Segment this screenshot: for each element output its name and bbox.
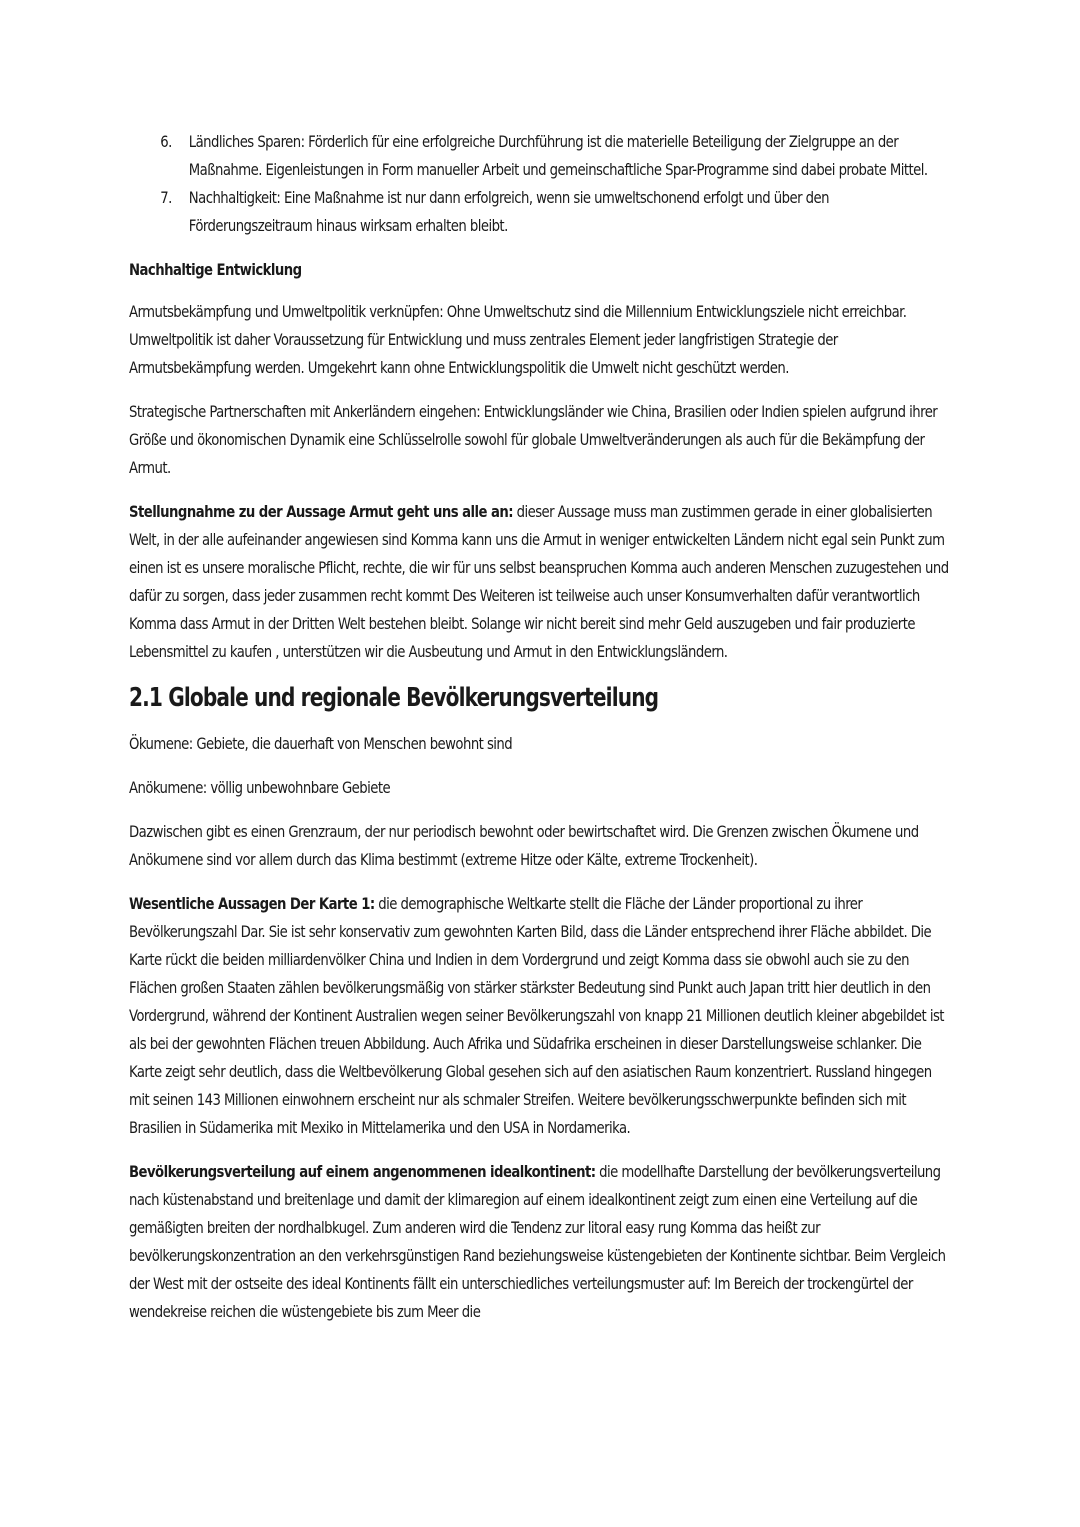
section-heading: Nachhaltige Entwicklung xyxy=(129,260,302,279)
document-page xyxy=(129,128,953,1326)
paragraph: Dazwischen gibt es einen Grenzraum, der nur periodisch bewohnt oder bewirtschaftet wird. Die Grenzen zwischen Ökumene und Anökumene sind vor allem durch das Klima bestimmt (extreme Hitze oder Kälte, extreme Trockenheit). xyxy=(129,822,919,869)
list-item-text: Ländliches Sparen: Förderlich für eine erfolgreiche Durchführung ist die materielle Beteiligung der Zielgruppe an der Maßnahme. Eigenleistungen in Form manueller Arbeit und gemeinschaftliche Spar-Programme sind dabei probate Mittel. xyxy=(188,132,928,179)
statement-paragraph xyxy=(129,498,952,666)
list-item xyxy=(129,128,952,184)
ideal-continent-paragraph xyxy=(129,1158,952,1326)
list-item-text: Nachhaltigkeit: Eine Maßnahme ist nur dann erfolgreich, wenn sie umweltschonend erfolgt und über den Förderungszeitraum hinaus wirksam erhalten bleibt. xyxy=(188,188,829,235)
map-paragraph xyxy=(129,890,952,1142)
paragraph: Strategische Partnerschaften mit Ankerländern eingehen: Entwicklungsländer wie China, Brasilien oder Indien spielen aufgrund ihrer Größe und ökonomischen Dynamik eine Schlüsselrolle sowohl für globale Umweltveränderungen als auch für die Bekämpfung der Armut. xyxy=(129,402,938,477)
list-number: 6. xyxy=(160,132,172,151)
chapter-heading: 2.1 Globale und regionale Bevölkerungsverteilung xyxy=(129,683,659,713)
map-lead: Wesentliche Aussagen Der Karte 1: xyxy=(129,894,375,913)
list-item xyxy=(129,184,952,240)
statement-text: dieser Aussage muss man zustimmen gerade in einer globalisierten Welt, in der alle aufeinander angewiesen sind Komma kann uns die Armut in weniger entwickelten Ländern nicht egal sein Punkt zum einen ist es unsere moralische Pflicht, rechte, die wir für uns selbst beanspruchen Komma auch anderen Menschen zuzugestehen und dafür zu sorgen, dass jeder zusammen recht kommt Des Weiteren ist teilweise auch unser Konsumverhalten dafür verantwortlich Komma dass Armut in der Dritten Welt bestehen bleibt. Solange wir nicht bereit sind mehr Geld auszugeben und fair produzierte Lebensmittel zu kaufen , unterstützen wir die Ausbeutung und Armut in den Entwicklungsländern. xyxy=(129,502,949,661)
list-number: 7. xyxy=(160,188,172,207)
ideal-text: die modellhafte Darstellung der bevölkerungsverteilung nach küstenabstand und breitenlage und damit der klimaregion auf einem idealkontinent zeigt zum einen eine Verteilung auf die gemäßigten breiten der nordhalbkugel. Zum anderen wird die Tendenz zur litoral easy rung Komma das heißt zur bevölkerungskonzentration an den verkehrsgünstigen Rand beziehungsweise küstengebieten der Kontinente sichtbar. Beim Vergleich der West mit der ostseite des ideal Kontinents fällt ein unterschiedliches verteilungsmuster auf: Im Bereich der trockengürtel der wendekreise reichen die wüstengebiete bis zum Meer die xyxy=(129,1162,946,1321)
definition-anoekumene: Anökumene: völlig unbewohnbare Gebiete xyxy=(129,778,391,797)
definition-oekumene: Ökumene: Gebiete, die dauerhaft von Menschen bewohnt sind xyxy=(129,734,513,753)
statement-lead: Stellungnahme zu der Aussage Armut geht uns alle an: xyxy=(129,502,513,521)
ideal-lead: Bevölkerungsverteilung auf einem angenommenen idealkontinent: xyxy=(129,1162,596,1181)
paragraph: Armutsbekämpfung und Umweltpolitik verknüpfen: Ohne Umweltschutz sind die Millennium Entwicklungsziele nicht erreichbar. Umweltpolitik ist daher Voraussetzung für Entwicklung und muss zentrales Element jeder langfristigen Strategie der Armutsbekämpfung werden. Umgekehrt kann ohne Entwicklungspolitik die Umwelt nicht geschützt werden. xyxy=(129,302,907,377)
map-text: die demographische Weltkarte stellt die Fläche der Länder proportional zu ihrer Bevölkerungszahl Dar. Sie ist sehr konservativ zum gewohnten Karten Bild, dass die Länder entsprechend ihrer Fläche abbildet. Die Karte rückt die beiden milliardenvölker China und Indien in dem Vordergrund und zeigt Komma dass sie obwohl auch sie zu den Flächen großen Staaten zählen bevölkerungsmäßig von stärker stärkster Bedeutung sind Punkt auch Japan tritt hier deutlich in den Vordergrund, während der Kontinent Australien wegen seiner Bevölkerungszahl von knapp 21 Millionen deutlich kleiner abgebildet ist als bei der gewohnten Flächen treuen Abbildung. Auch Afrika und Südafrika erscheinen in dieser Darstellungsweise schlanker. Die Karte zeigt sehr deutlich, dass die Weltbevölkerung Global gesehen sich auf den asiatischen Raum konzentriert. Russland hingegen mit seinen 143 Millionen einwohnern erscheint nur als schmaler Streifen. Weitere bevölkerungsschwerpunkte befinden sich mit Brasilien in Südamerika mit Mexiko in Mittelamerika und den USA in Nordamerika. xyxy=(129,894,944,1137)
